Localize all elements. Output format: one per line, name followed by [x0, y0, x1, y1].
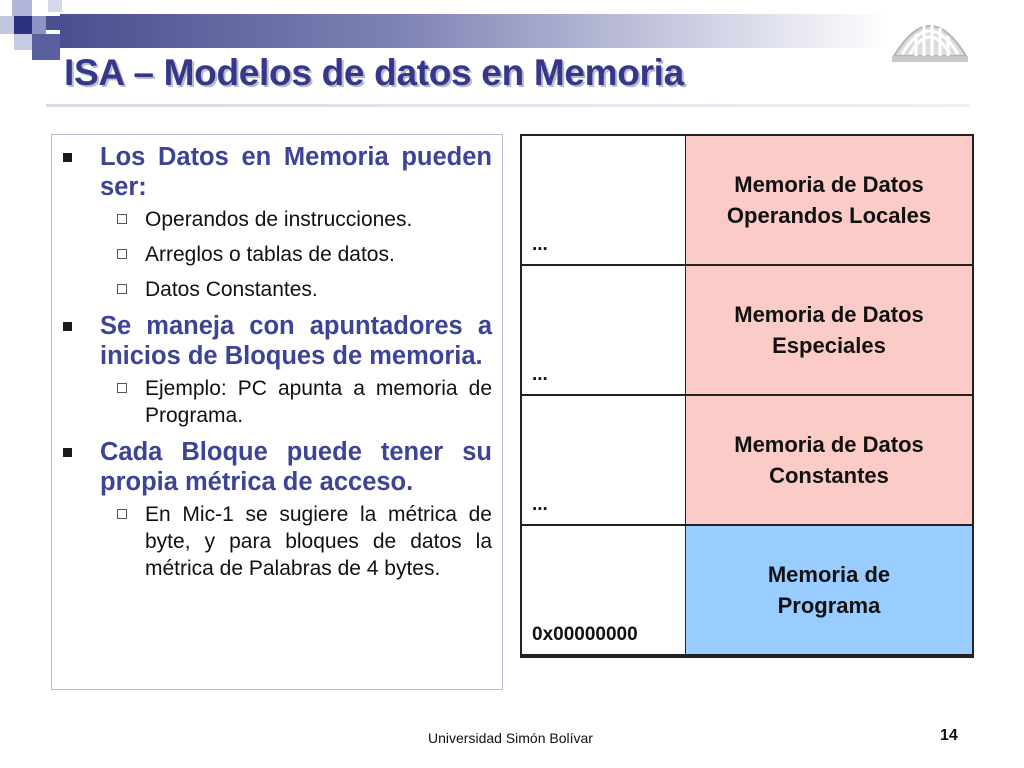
slide-footer: Universidad Simón Bolívar — [428, 730, 593, 746]
block-label-line2: Constantes — [769, 463, 889, 488]
memory-block — [686, 266, 972, 394]
sub-bullet-item: Datos Constantes. — [60, 276, 492, 303]
address-cell — [522, 396, 685, 524]
block-label-line1: Memoria de Datos — [734, 432, 924, 457]
decor-square — [32, 34, 60, 60]
address-cell — [522, 136, 685, 264]
decor-square — [12, 0, 32, 16]
university-logo-icon — [888, 4, 972, 66]
block-label-line2: Operandos Locales — [726, 203, 932, 228]
address-cell — [522, 526, 685, 654]
block-label-line1: Memoria de — [767, 562, 891, 587]
decor-square — [32, 16, 46, 34]
memory-row — [522, 396, 972, 525]
slide-title: ISA – Modelos de datos en Memoria — [64, 52, 684, 93]
memory-block — [686, 136, 972, 264]
bullet-item: Cada Bloque puede tener su propia métrica de acceso. — [60, 437, 492, 497]
title-gradient-bar — [60, 14, 890, 48]
memory-block — [686, 396, 972, 524]
block-label-line1: Memoria de Datos — [734, 302, 924, 327]
decor-square — [46, 16, 60, 30]
address-label: ... — [532, 234, 548, 255]
decor-square — [14, 16, 32, 34]
sub-bullet-item: Arreglos o tablas de datos. — [60, 241, 492, 268]
decor-square — [14, 34, 32, 50]
address-cell — [522, 266, 685, 394]
decor-square — [48, 0, 62, 12]
memory-row — [522, 266, 972, 395]
block-label-line2: Programa — [777, 593, 881, 618]
title-underline — [46, 104, 970, 107]
address-label: ... — [532, 494, 548, 515]
bullet-item: Se maneja con apuntadores a inicios de Bloques de memoria. — [60, 311, 492, 371]
memory-row — [522, 136, 972, 265]
bullet-list — [60, 142, 492, 590]
memory-row — [522, 526, 972, 655]
sub-bullet-item: En Mic-1 se sugiere la métrica de byte, y para bloques de datos la métrica de Palabras de 4 bytes. — [60, 501, 492, 582]
sub-bullet-item: Operandos de instrucciones. — [60, 206, 492, 233]
block-label-line1: Memoria de Datos — [734, 172, 924, 197]
memory-map-table — [520, 134, 974, 658]
address-label: ... — [532, 364, 548, 385]
page-number: 14 — [940, 727, 958, 744]
sub-bullet-item: Ejemplo: PC apunta a memoria de Programa. — [60, 375, 492, 429]
decor-square — [0, 16, 14, 34]
memory-block — [686, 526, 972, 654]
address-label: 0x00000000 — [532, 624, 638, 645]
bullet-item: Los Datos en Memoria pueden ser: — [60, 142, 492, 202]
block-label-line2: Especiales — [772, 333, 886, 358]
